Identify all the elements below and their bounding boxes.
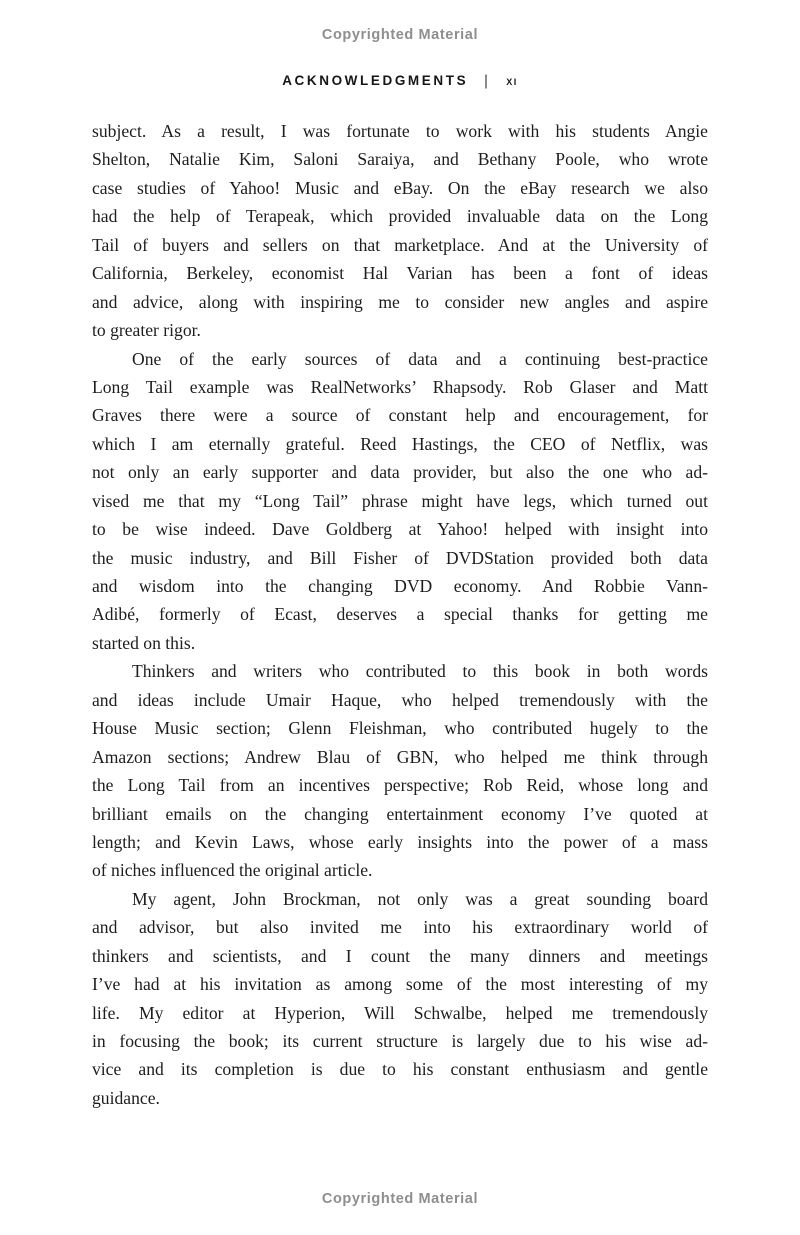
text-line: and advice, along with inspiring me to consider new angles and aspire xyxy=(92,291,708,312)
text-line: My agent, John Brockman, not only was a great sounding board xyxy=(132,888,708,909)
text-line: life. My editor at Hyperion, Will Schwalbe, helped me tremendously xyxy=(92,1002,708,1023)
header-separator: | xyxy=(484,72,491,89)
paragraph xyxy=(92,657,708,885)
text-line: Long Tail example was RealNetworks’ Rhapsody. Rob Glaser and Matt xyxy=(92,376,708,397)
text-line: vised me that my “Long Tail” phrase might have legs, which turned out xyxy=(92,490,708,511)
running-head xyxy=(0,73,800,88)
text-line: to greater rigor. xyxy=(92,320,201,341)
text-line: not only an early supporter and data provider, but also the one who ad- xyxy=(92,462,708,483)
text-line: brilliant emails on the changing entertainment economy I’ve quoted at xyxy=(92,803,708,824)
text-line: vice and its completion is due to his constant enthusiasm and gentle xyxy=(92,1059,708,1080)
text-line: started on this. xyxy=(92,632,196,653)
body-text xyxy=(92,117,708,1112)
paragraph xyxy=(92,885,708,1113)
text-line: Amazon sections; Andrew Blau of GBN, who helped me think through xyxy=(92,746,708,767)
chapter-title: ACKNOWLEDGMENTS xyxy=(282,73,469,88)
text-line: guidance. xyxy=(92,1087,160,1108)
text-line: in focusing the book; its current structure is largely due to his wise ad- xyxy=(92,1031,708,1051)
copyright-notice-bottom: Copyrighted Material xyxy=(321,1191,479,1207)
page-number: xi xyxy=(506,73,518,88)
text-line: to be wise indeed. Dave Goldberg at Yahoo! helped with insight into xyxy=(92,519,708,540)
text-line: and advisor, but also invited me into his extraordinary world of xyxy=(92,917,708,938)
text-line: Adibé, formerly of Ecast, deserves a special thanks for getting me xyxy=(92,604,708,625)
text-line: Graves there were a source of constant help and encouragement, for xyxy=(92,405,708,426)
text-line: House Music section; Glenn Fleishman, who contributed hugely to the xyxy=(92,718,708,739)
copyright-notice-top: Copyrighted Material xyxy=(321,27,479,43)
text-line: the Long Tail from an incentives perspective; Rob Reid, whose long and xyxy=(92,775,708,796)
text-line: Thinkers and writers who contributed to this book in both words xyxy=(132,661,708,682)
text-line: had the help of Terapeak, which provided invaluable data on the Long xyxy=(92,206,708,227)
text-line: subject. As a result, I was fortunate to work with his students Angie xyxy=(92,121,708,141)
text-line: and wisdom into the changing DVD economy. And Robbie Vann- xyxy=(92,576,708,596)
paragraph xyxy=(92,117,708,345)
text-line: Shelton, Natalie Kim, Saloni Saraiya, and Bethany Poole, who wrote xyxy=(92,149,708,170)
paragraph xyxy=(92,345,708,658)
text-line: of niches influenced the original article. xyxy=(92,860,373,881)
text-line: I’ve had at his invitation as among some of the most interesting of my xyxy=(92,974,708,995)
text-line: and ideas include Umair Haque, who helped tremendously with the xyxy=(92,689,708,710)
text-line: case studies of Yahoo! Music and eBay. On the eBay research we also xyxy=(92,177,708,198)
text-line: California, Berkeley, economist Hal Varian has been a font of ideas xyxy=(92,263,708,284)
text-line: One of the early sources of data and a continuing best-practice xyxy=(132,348,708,369)
text-line: the music industry, and Bill Fisher of DVDStation provided both data xyxy=(92,547,708,568)
text-line: thinkers and scientists, and I count the many dinners and meetings xyxy=(92,945,708,966)
text-line: which I am eternally grateful. Reed Hastings, the CEO of Netflix, was xyxy=(92,433,708,454)
text-line: length; and Kevin Laws, whose early insights into the power of a mass xyxy=(92,831,708,852)
text-line: Tail of buyers and sellers on that marketplace. And at the University of xyxy=(92,234,708,255)
